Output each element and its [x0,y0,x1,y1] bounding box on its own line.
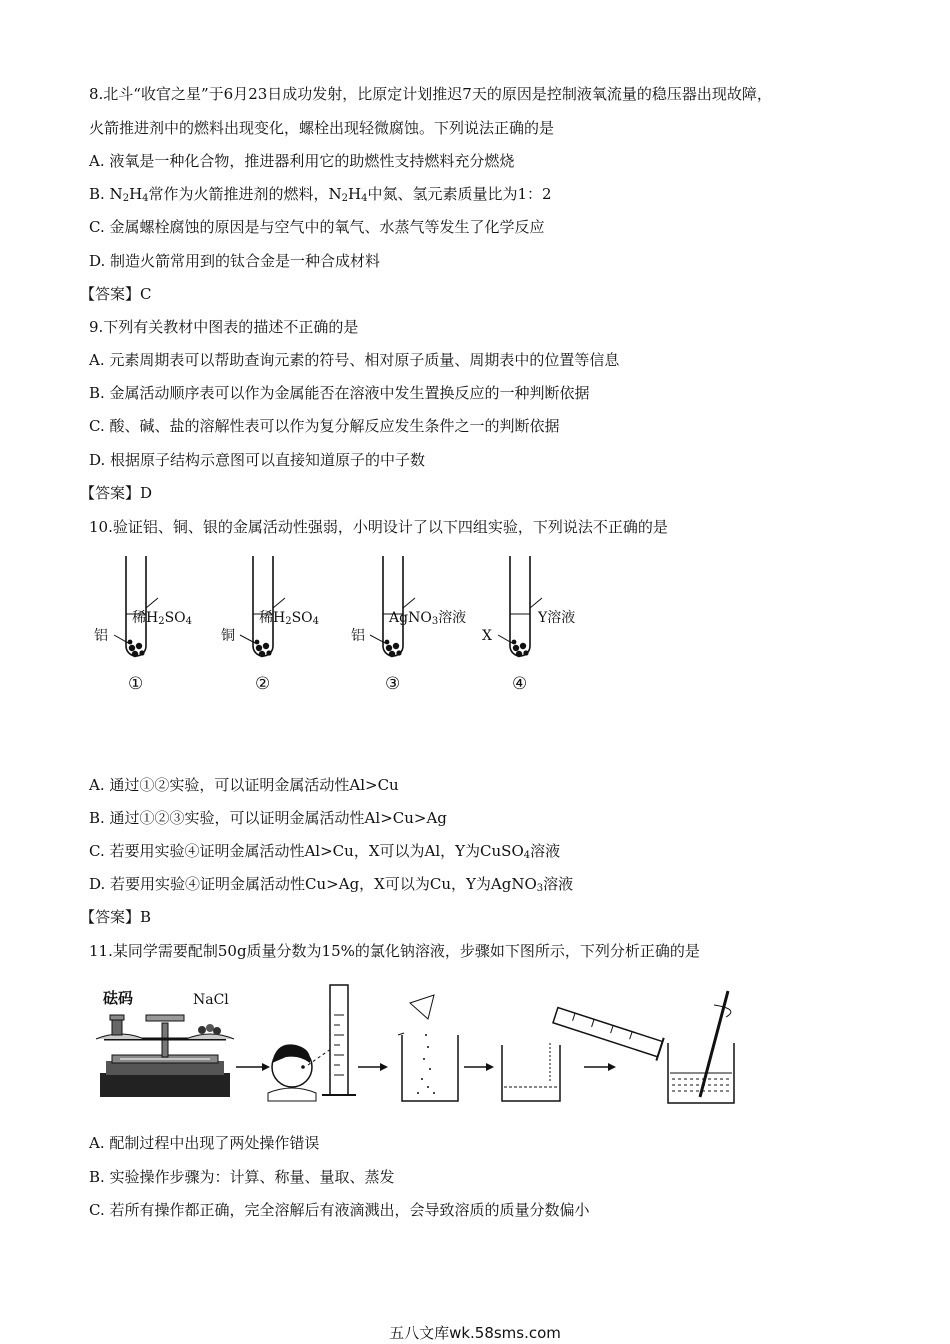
q10-option-c: C. 若要用实验④证明金属活动性Al>Cu，X可以为Al，Y为CuSO$_4$溶液 [89,842,561,861]
tube-2-metal: 铜 [221,628,235,644]
tube-1 [126,556,146,657]
tube-2 [253,556,273,657]
tube-4-metal: X [482,628,492,644]
tube-3-metal: 铝 [351,628,365,644]
tube-1-label: ① [128,674,144,694]
tube-3-label: ③ [385,674,401,694]
q8-answer: 【答案】C [80,285,152,303]
q11-stem: 11.某同学需要配制50g质量分数为15%的氯化钠溶液，步骤如下图所示，下列分析正确的是 [89,942,700,960]
balance-icon [96,1015,234,1097]
tube-2-solution: 稀$H_2SO_4$ [259,610,320,627]
beaker-pour-water-icon [502,1004,664,1101]
tube-4-solution: Y溶液 [538,610,576,626]
beaker-stir-icon [668,991,734,1103]
tube-1-metal: 铝 [94,628,108,644]
tube-1-solution: 稀$H_2SO_4$ [132,610,193,627]
q9-option-b: B. 金属活动顺序表可以作为金属能否在溶液中发生置换反应的一种判断依据 [89,384,590,402]
q11-option-c: C. 若所有操作都正确，完全溶解后有液滴溅出，会导致溶质的质量分数偏小 [89,1201,590,1219]
nacl-label: NaCl [193,992,229,1008]
weights-label: 砝码 [103,989,134,1007]
q8-option-a: A. 液氧是一种化合物，推进器利用它的助燃性支持燃料充分燃烧 [89,152,515,170]
q10-option-d: D. 若要用实验④证明金属活动性Cu>Ag，X可以为Cu，Y为AgNO$_3$溶液 [89,875,574,894]
q8-option-d: D. 制造火箭常用到的钛合金是一种合成材料 [89,252,381,270]
footer-watermark: 五八文库wk.58sms.com [389,1324,561,1342]
q10-option-b: B. 通过①②③实验，可以证明金属活动性Al>Cu>Ag [89,809,447,827]
q9-option-d: D. 根据原子结构示意图可以直接知道原子的中子数 [89,451,426,469]
tube-4 [510,556,530,657]
q9-answer: 【答案】D [80,484,153,502]
q9-option-a: A. 元素周期表可以帮助查询元素的符号、相对原子质量、周期表中的位置等信息 [89,351,620,369]
tube-4-label: ④ [512,674,528,694]
q11-option-a: A. 配制过程中出现了两处操作错误 [89,1134,320,1152]
q10-stem: 10.验证铝、铜、银的金属活动性强弱，小明设计了以下四组实验，下列说法不正确的是 [89,518,668,536]
graduated-cylinder-icon [322,985,356,1095]
beaker-pour-solid-icon [398,995,458,1101]
q8-stem-line1: 8.北斗“收官之星”于6月23日成功发射，比原定计划推迟7天的原因是控制液氧流量的稳压器出现故障， [89,85,772,103]
q11-option-b: B. 实验操作步骤为：计算、称量、量取、蒸发 [89,1168,395,1186]
q9-option-c: C. 酸、碱、盐的溶解性表可以作为复分解反应发生条件之一的判断依据 [89,417,560,435]
tube-3 [383,556,403,657]
q10-answer: 【答案】B [80,908,152,926]
q8-option-c: C. 金属螺栓腐蚀的原因是与空气中的氧气、水蒸气等发生了化学反应 [89,218,545,236]
q9-stem: 9.下列有关教材中图表的描述不正确的是 [89,318,359,336]
q11-procedure-figure [90,975,750,1110]
tube-2-label: ② [255,674,271,694]
q8-option-b: B. $N_2H_4$常作为火箭推进剂的燃料，$N_2H_4$中氮、氢元素质量比为1：2 [89,185,552,204]
q10-option-a: A. 通过①②实验，可以证明金属活动性Al>Cu [89,776,399,794]
tube-3-solution: AgNO$_3$溶液 [389,610,467,627]
q8-stem-line2: 火箭推进剂中的燃料出现变化，螺栓出现轻微腐蚀。下列说法正确的是 [89,119,555,137]
